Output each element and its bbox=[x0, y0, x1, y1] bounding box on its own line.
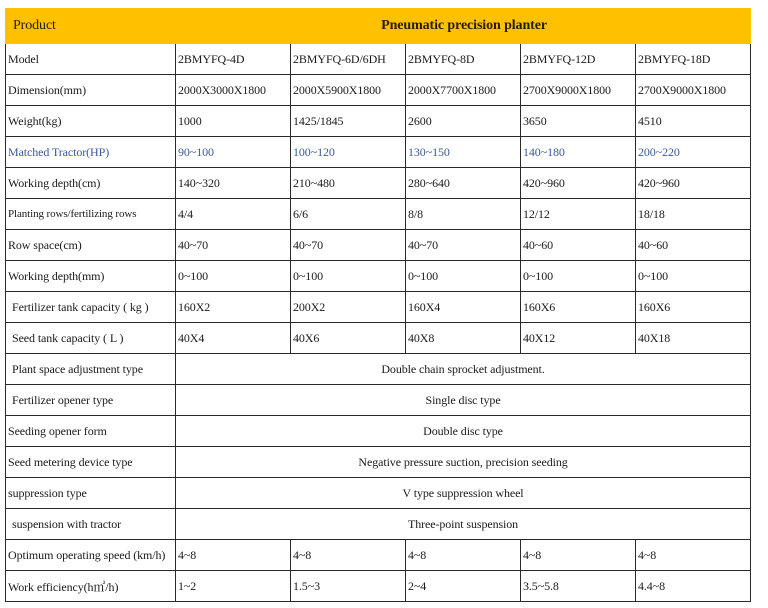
table-row-working-depth-mm bbox=[6, 261, 751, 292]
cell: 3.5~5.8 bbox=[521, 571, 636, 602]
row-label: Working depth(mm) bbox=[6, 261, 176, 292]
merged-cell: Double disc type bbox=[176, 416, 751, 447]
cell: 160X4 bbox=[406, 292, 521, 323]
row-label: Dimension(mm) bbox=[6, 75, 176, 106]
table-row-suspension bbox=[6, 509, 751, 540]
row-label: Fertilizer opener type bbox=[6, 385, 176, 416]
cell: 4510 bbox=[636, 106, 751, 137]
row-label: Seeding opener form bbox=[6, 416, 176, 447]
cell: 2BMYFQ-12D bbox=[521, 44, 636, 75]
row-label: Matched Tractor(HP) bbox=[6, 137, 176, 168]
row-label: Row space(cm) bbox=[6, 230, 176, 261]
merged-cell: Three-point suspension bbox=[176, 509, 751, 540]
cell: 2BMYFQ-4D bbox=[176, 44, 291, 75]
cell: 40~60 bbox=[636, 230, 751, 261]
row-label: Model bbox=[6, 44, 176, 75]
cell: 1~2 bbox=[176, 571, 291, 602]
cell: 4~8 bbox=[406, 540, 521, 571]
cell: 90~100 bbox=[176, 137, 291, 168]
cell: 1.5~3 bbox=[291, 571, 406, 602]
cell: 2BMYFQ-18D bbox=[636, 44, 751, 75]
cell: 2000X3000X1800 bbox=[176, 75, 291, 106]
cell: 2~4 bbox=[406, 571, 521, 602]
table-row-plant-space-adjustment bbox=[6, 354, 751, 385]
cell: 200~220 bbox=[636, 137, 751, 168]
cell: 140~180 bbox=[521, 137, 636, 168]
cell: 40~70 bbox=[291, 230, 406, 261]
merged-cell: Double chain sprocket adjustment. bbox=[176, 354, 751, 385]
cell: 0~100 bbox=[521, 261, 636, 292]
cell: 40X8 bbox=[406, 323, 521, 354]
row-label: suspension with tractor bbox=[6, 509, 176, 540]
cell: 280~640 bbox=[406, 168, 521, 199]
row-label: Seed metering device type bbox=[6, 447, 176, 478]
cell: 40~60 bbox=[521, 230, 636, 261]
spec-table bbox=[5, 8, 751, 602]
cell: 100~120 bbox=[291, 137, 406, 168]
cell: 4~8 bbox=[176, 540, 291, 571]
merged-cell: Single disc type bbox=[176, 385, 751, 416]
row-label: Working depth(cm) bbox=[6, 168, 176, 199]
table-row-suppression-type bbox=[6, 478, 751, 509]
product-header: Product bbox=[6, 9, 176, 44]
cell: 4~8 bbox=[636, 540, 751, 571]
row-label: Optimum operating speed (km/h) bbox=[6, 540, 176, 571]
row-label: Plant space adjustment type bbox=[6, 354, 176, 385]
row-label: Work efficiency(h㎡/h) bbox=[6, 571, 176, 602]
table-row-planting-rows bbox=[6, 199, 751, 230]
cell: 40X6 bbox=[291, 323, 406, 354]
table-row-dimension bbox=[6, 75, 751, 106]
row-label: Planting rows/fertilizing rows bbox=[6, 199, 176, 230]
table-row-operating-speed bbox=[6, 540, 751, 571]
cell: 40~70 bbox=[406, 230, 521, 261]
table-row-work-efficiency bbox=[6, 571, 751, 602]
row-label: Fertilizer tank capacity ( kg ) bbox=[6, 292, 176, 323]
cell: 2700X9000X1800 bbox=[636, 75, 751, 106]
cell: 40X18 bbox=[636, 323, 751, 354]
cell: 160X6 bbox=[636, 292, 751, 323]
cell: 140~320 bbox=[176, 168, 291, 199]
cell: 420~960 bbox=[521, 168, 636, 199]
table-row-working-depth-cm bbox=[6, 168, 751, 199]
cell: 4/4 bbox=[176, 199, 291, 230]
table-row-fertilizer-opener bbox=[6, 385, 751, 416]
merged-cell: Negative pressure suction, precision seeding bbox=[176, 447, 751, 478]
cell: 2000X7700X1800 bbox=[406, 75, 521, 106]
cell: 2BMYFQ-8D bbox=[406, 44, 521, 75]
cell: 40X4 bbox=[176, 323, 291, 354]
table-row-fertilizer-tank bbox=[6, 292, 751, 323]
row-label: Weight(kg) bbox=[6, 106, 176, 137]
cell: 2000X5900X1800 bbox=[291, 75, 406, 106]
cell: 160X6 bbox=[521, 292, 636, 323]
cell: 40~70 bbox=[176, 230, 291, 261]
cell: 2BMYFQ-6D/6DH bbox=[291, 44, 406, 75]
cell: 160X2 bbox=[176, 292, 291, 323]
cell: 1425/1845 bbox=[291, 106, 406, 137]
cell: 4.4~8 bbox=[636, 571, 751, 602]
cell: 3650 bbox=[521, 106, 636, 137]
table-row-seeding-opener bbox=[6, 416, 751, 447]
cell: 4~8 bbox=[291, 540, 406, 571]
table-row-row-space bbox=[6, 230, 751, 261]
header-row bbox=[6, 9, 751, 44]
cell: 2600 bbox=[406, 106, 521, 137]
table-row-model bbox=[6, 44, 751, 75]
cell: 210~480 bbox=[291, 168, 406, 199]
cell: 130~150 bbox=[406, 137, 521, 168]
cell: 12/12 bbox=[521, 199, 636, 230]
cell: 0~100 bbox=[176, 261, 291, 292]
cell: 1000 bbox=[176, 106, 291, 137]
cell: 200X2 bbox=[291, 292, 406, 323]
table-row-seed-tank bbox=[6, 323, 751, 354]
cell: 18/18 bbox=[636, 199, 751, 230]
cell: 0~100 bbox=[406, 261, 521, 292]
cell: 8/8 bbox=[406, 199, 521, 230]
merged-cell: V type suppression wheel bbox=[176, 478, 751, 509]
cell: 6/6 bbox=[291, 199, 406, 230]
cell: 420~960 bbox=[636, 168, 751, 199]
table-row-seed-metering bbox=[6, 447, 751, 478]
cell: 40X12 bbox=[521, 323, 636, 354]
row-label: Seed tank capacity ( L ) bbox=[6, 323, 176, 354]
row-label: suppression type bbox=[6, 478, 176, 509]
cell: 0~100 bbox=[636, 261, 751, 292]
table-title: Pneumatic precision planter bbox=[176, 9, 751, 44]
cell: 0~100 bbox=[291, 261, 406, 292]
table-row-weight bbox=[6, 106, 751, 137]
table-row-matched-tractor bbox=[6, 137, 751, 168]
cell: 2700X9000X1800 bbox=[521, 75, 636, 106]
cell: 4~8 bbox=[521, 540, 636, 571]
